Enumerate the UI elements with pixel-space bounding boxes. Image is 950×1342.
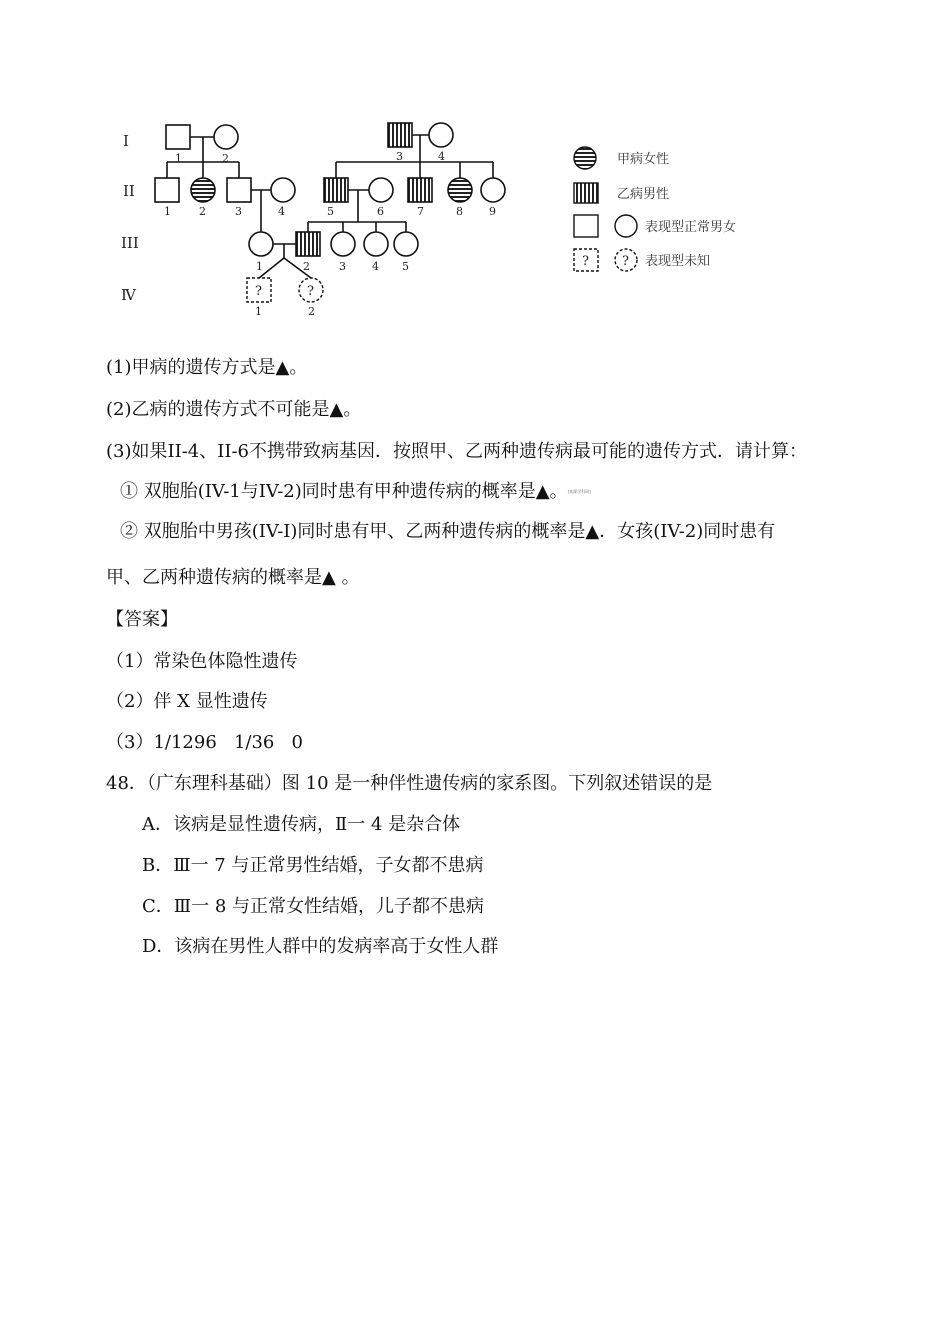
question-2 <box>106 398 361 422</box>
option-c: C．Ⅲ一 8 与正常女性结婚，儿子都不患病 <box>142 896 485 917</box>
answer-2: （2）伴 X 显性遗传 <box>106 691 268 712</box>
num-II-6: 6 <box>377 205 384 218</box>
num-IV-2: 2 <box>308 305 315 318</box>
num-III-3: 3 <box>339 260 346 273</box>
legend-label-unknown: 表现型未知 <box>645 254 711 269</box>
answer-1: （1）常染色体隐性遗传 <box>106 651 298 672</box>
question-1 <box>106 356 307 380</box>
num-IV-1: 1 <box>255 305 262 318</box>
answer-3: （3）1/1296 1/36 0 <box>106 732 303 753</box>
legend-normal-circle-icon <box>615 215 637 237</box>
II-8-female-affected-jia <box>448 178 472 202</box>
II-2-female-affected-jia <box>191 178 215 202</box>
source-watermark: [来源学科网] <box>567 489 591 494</box>
legend-label-jia: 甲病女性 <box>617 152 670 167</box>
II-3-male <box>227 178 251 202</box>
num-II-1: 1 <box>164 205 171 218</box>
gen-label-2: II <box>123 182 135 200</box>
question-1-text: (1)甲病的遗传方式是 <box>106 357 276 378</box>
II-5-male-affected-yi <box>324 178 348 202</box>
num-II-8: 8 <box>456 205 463 218</box>
II-7-male-affected-yi <box>408 178 432 202</box>
blank-marker: ▲ <box>329 399 344 420</box>
num-III-5: 5 <box>402 260 409 273</box>
num-III-2: 2 <box>303 260 310 273</box>
question-3b-continued <box>106 566 360 590</box>
period: 。 <box>343 399 362 420</box>
II-1-male <box>155 178 179 202</box>
pedigree-chart <box>0 0 950 330</box>
legend-label-yi: 乙病男性 <box>617 187 670 202</box>
answer-heading: 【答案】 <box>106 609 178 630</box>
num-II-3: 3 <box>235 205 242 218</box>
blank-marker: ▲ <box>322 567 336 588</box>
legend-striped-square-icon <box>574 183 598 203</box>
I-1-male <box>166 125 190 149</box>
num-II-2: 2 <box>199 205 206 218</box>
gen-label-3: III <box>121 234 139 252</box>
num-I-3: 3 <box>396 150 403 163</box>
IV-1-question: ? <box>255 284 262 299</box>
period: 。 <box>549 481 568 502</box>
option-a: A．该病是显性遗传病，Ⅱ一 4 是杂合体 <box>142 814 461 835</box>
question-48-stem: 48．（广东理科基础）图 10 是一种伴性遗传病的家系图。下列叙述错误的是 <box>106 773 713 794</box>
III-4-female <box>364 232 388 256</box>
blank-marker: ▲ <box>585 521 600 542</box>
question-3 <box>106 440 807 464</box>
num-II-4: 4 <box>278 205 285 218</box>
question-3a-text: ① 双胞胎(IV-1与IV-2)同时患有甲种遗传病的概率是 <box>120 481 536 502</box>
gen-label-4: Ⅳ <box>121 286 136 304</box>
period: 。 <box>289 357 308 378</box>
III-1-female <box>249 232 273 256</box>
num-I-1: 1 <box>175 152 182 165</box>
II-6-female <box>369 178 393 202</box>
III-3-female <box>331 232 355 256</box>
legend-hatched-circle-icon <box>574 147 596 169</box>
question-3b <box>120 520 775 544</box>
period: 。 <box>341 567 360 588</box>
blank-marker: ▲ <box>535 481 550 502</box>
III-5-female <box>394 232 418 256</box>
option-d: D．该病在男性人群中的发病率高于女性人群 <box>142 936 499 957</box>
legend-label-normal: 表现型正常男女 <box>645 220 737 235</box>
legend-normal-square-icon <box>574 215 598 237</box>
num-I-2: 2 <box>222 152 229 165</box>
num-III-4: 4 <box>372 260 379 273</box>
II-4-female <box>271 178 295 202</box>
question-3-text: (3)如果II-4、II-6不携带致病基因．按照甲、乙两种遗传病最可能的遗传方式．请计算： <box>106 441 808 462</box>
II-9-female <box>481 178 505 202</box>
question-3b-text-2: ．女孩(IV-2)同时患有 <box>599 521 776 542</box>
option-b: B．Ⅲ一 7 与正常男性结婚，子女都不患病 <box>142 855 484 876</box>
gen-label-1: I <box>123 132 129 150</box>
legend-unknown-square-mark: ? <box>582 254 589 269</box>
I-2-female <box>214 125 238 149</box>
num-III-1: 1 <box>256 260 263 273</box>
legend-unknown-circle-mark: ? <box>622 254 629 269</box>
I-4-female <box>429 123 453 147</box>
question-2-text: (2)乙病的遗传方式不可能是 <box>106 399 330 420</box>
question-3b-text-1: ② 双胞胎中男孩(IV-I)同时患有甲、乙两种遗传病的概率是 <box>120 521 586 542</box>
num-I-4: 4 <box>438 150 445 163</box>
question-3a <box>120 480 591 504</box>
pedigree-legend <box>574 147 736 271</box>
blank-marker: ▲ <box>275 357 290 378</box>
num-II-9: 9 <box>489 205 496 218</box>
num-II-5: 5 <box>327 205 334 218</box>
num-II-7: 7 <box>417 205 424 218</box>
IV-2-question: ? <box>307 284 314 299</box>
question-3b-text-3: 甲、乙两种遗传病的概率是 <box>106 567 322 588</box>
III-2-male-affected-yi <box>296 232 320 256</box>
I-3-male-affected-yi <box>388 123 412 147</box>
